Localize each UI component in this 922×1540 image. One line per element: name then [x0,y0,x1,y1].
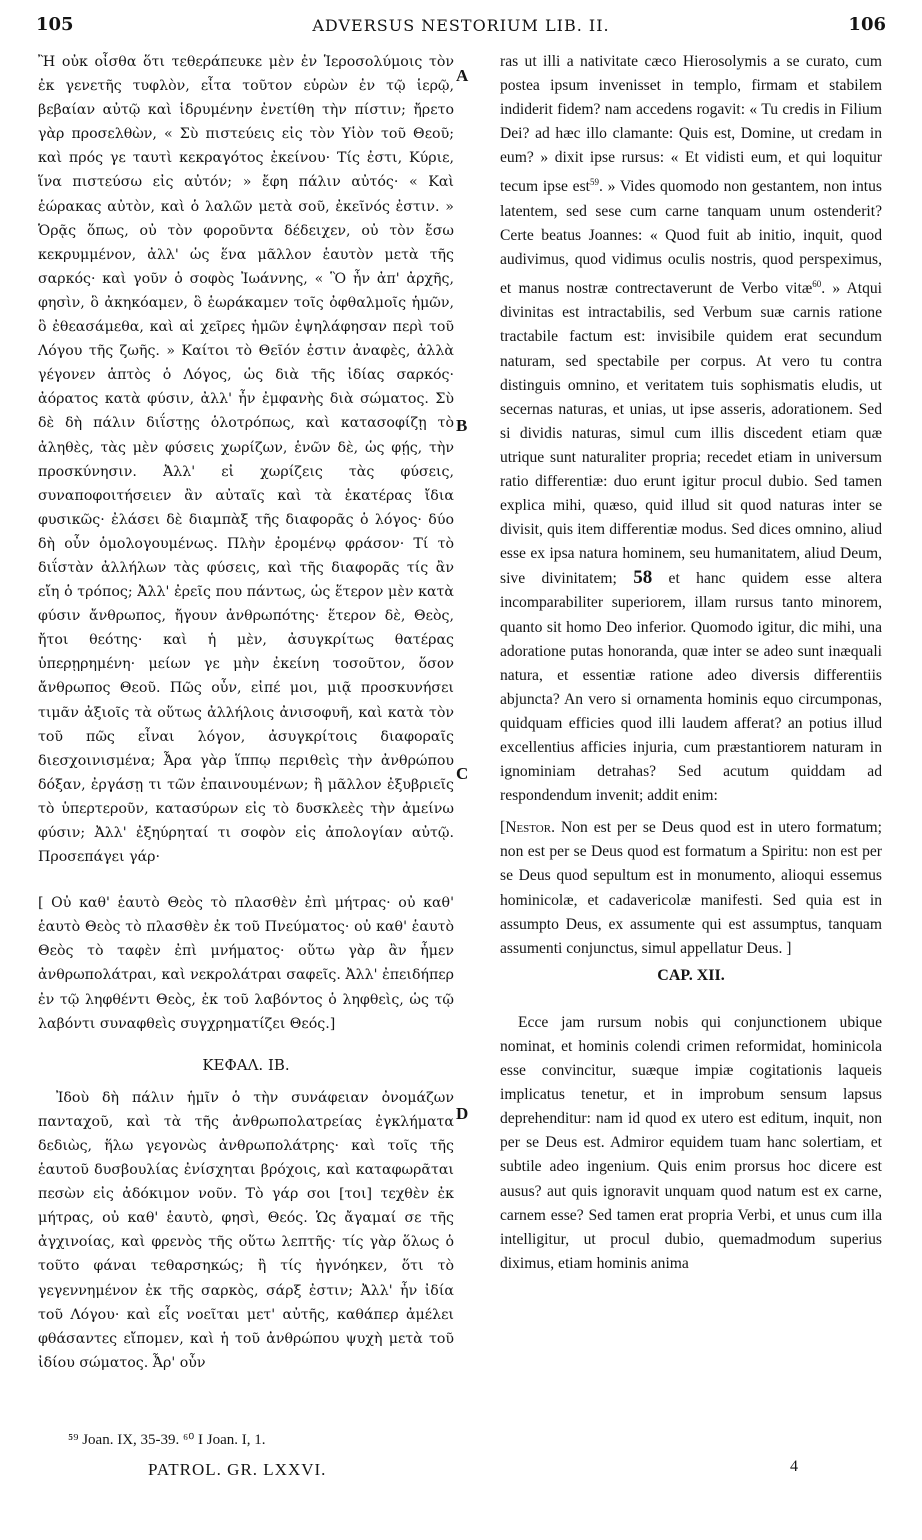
left-page-number: 105 [36,14,74,35]
latin-paragraph-1-part-c: . » Atqui divinitas est intractabilis, sed Verbum suæ carnis ratione tractabile factum est: invisibile quidem erat secundum naturam, sed spectabile per corpus. At vero tu contra distinguis omnino, et veritatem tuis sophismatis eludis, ut secernas naturas, et unias, ut ipse asseris, adorationem. Sed si dividis naturas, simul cum illis discedent etiam quæ utrique sunt naturaliter propria; recedet etiam in universum ratio differentiæ: duo erunt igitur procul dubio. Sed tamen explica mihi, quæso, quid illud sit quod naturas inter se divisit, quis item differentiæ modus. Sed dices omnino, aliud esse ex ipsa natura hominem, seu humanitatem, aliud Deum, sive divinitatem; [500,280,882,588]
latin-paragraph-2-text: Ecce jam rursum nobis qui conjunctionem ubique nominat, et hominis colendi crimen reformidat, hominicola esse convincitur, suæque impiæ cogitationis laqueis implicatus tenetur, et in improbum sensum lapsus deprehenditur: nam id quod ex utero est editum, inquit, non per se Deus est. Admiror equidem tuam hanc solertiam, et subtile adeo ingenium. Quis enim prorsus hoc dicere est ausus? aut quis ignoravit unquam quod natum est ex carne, carnem esse? Sed tamen erat propria Verbi, et unus cum illa intelligitur, ut procul dubio, quemadmodum superius diximus, etiam hominis anima [500,1013,882,1272]
quote-body: Non est per se Deus quod est in utero formatum; non est per se Deus quod est formatum a Spiritu: non est per se Deus quod sepultum est in monumento, alioqui essemus hominicolæ, et cadavericolæ manifesti. Sed quia est in assumpto Deus, ex assumente qui est assumptus, tanquam assumenti conjunctus, simul appellatur Deus. ] [500,819,882,957]
margin-marker-a: A [456,66,469,85]
greek-paragraph-2 [38,1086,454,1375]
latin-chapter-heading: CAP. XII. [657,966,725,984]
running-header [36,14,886,42]
latin-column [500,50,882,1276]
footnotes: ⁵⁹ Joan. IX, 35-39. ⁶⁰ I Joan. I, 1. [68,1432,266,1448]
margin-marker-b: B [456,416,468,435]
latin-paragraph-1 [500,50,882,808]
signature-mark: 4 [790,1458,798,1475]
latin-paragraph-1-part-b: . » Vides quomodo non gestantem, non intus latentem, sed sese cum carne tanquam unum ostenderit? Certe beatus Joannes: « Quod fuit ab initio, inquit, quod audivimus, quod vidimus oculis nostris, quod perspeximus, et manus nostræ contrectaverunt de Verbo vitæ [500,178,882,298]
quote-speaker: [Nestor. [500,819,555,837]
margin-marker-d: D [456,1104,469,1123]
greek-nestorius-quote: [ Οὐ καθ' ἑαυτὸ Θεὸς τὸ πλασθὲν ἐπὶ μήτρας· οὐ καθ' ἑαυτὸ Θεὸς τὸ πλασθὲν ἐκ τοῦ Πνεύματος· οὐ καθ' ἑαυτὸ Θεὸς τὸ ταφὲν ἐπὶ μνήματος· οὕτω γὰρ ἂν ἦμεν ἀνθρωπολάτραι, καὶ νεκρολάτραι σαφεῖς. Ἀλλ' ἐπειδήπερ ἐν τῷ ληφθέντι Θεὸς, ἐκ τοῦ λαβόντος ὁ ληφθεὶς, ὡς τῷ λαβόντι συναφθεὶς συγχρηματίζει Θεός.] [38,895,454,1032]
right-page-number: 106 [848,14,886,35]
running-title: ADVERSUS NESTORIUM LIB. II. [312,16,610,35]
greek-paragraph-1: Ἢ οὐκ οἶσθα ὅτι τεθεράπευκε μὲν ἐν Ἱεροσολύμοις τὸν ἐκ γενετῆς τυφλὸν, εἶτα τοῦτον εὑρὼν ἐν τῷ ἱερῷ, βεβαίαν αὐτῷ καὶ ἱδρυμένην ἐνετίθη τὴν πίστιν; ἤρετο γὰρ προσελθὼν, « Σὺ πιστεύεις εἰς τὸν Υἱὸν τοῦ Θεοῦ; καὶ πρός γε ταυτὶ κεκραγότος ἐκείνου· Τίς ἐστι, Κύριε, ἵνα πιστεύσω εἰς αὐτόν; » ἔφη πάλιν αὐτός· « Καὶ ἑώρακας αὐτὸν, καὶ ὁ λαλῶν μετὰ σοῦ, ἐκεῖνός ἐστιν. » Ὁρᾷς ὅπως, οὐ τὸν φοροῦντα δέδειχεν, οὐ τὸν ἔσω κεκρυμμένον, ἀλλ' ὡς ἕνα μᾶλλον ἑαυτὸν μετὰ τῆς σαρκός· καὶ γοῦν ὁ σοφὸς Ἰωάννης, « Ὃ ἦν ἀπ' ἀρχῆς, φησὶν, ὃ ἀκηκόαμεν, ὃ ἑωράκαμεν τοῖς ὀφθαλμοῖς ἡμῶν, ὃ ἐθεασάμεθα, καὶ αἱ χεῖρες ἡμῶν ἐψηλάφησαν περὶ τοῦ Λόγου τῆς ζωῆς. » Καίτοι τὸ Θεῖόν ἐστιν ἀναφὲς, ἀλλὰ γέγονεν ἁπτὸς ὁ Λόγος, ὡς διὰ τῆς ἰδίας σαρκός· ἀόρατος κατὰ φύσιν, ἀλλ' ἦν ἐμφανὴς διὰ σώματος. Σὺ δὲ δὴ πάλιν διΐστῃς ὁλοτρόπως, καὶ κατασοφίζῃ τὸ ἀληθὲς, τὰς μὲν φύσεις χωρίζων, ἑνῶν δὲ, ὡς φῄς, τὴν προσκύνησιν. Ἀλλ' εἰ χωρίζεις τὰς φύσεις, συναποφοιτήσειεν ἂν αὐταῖς καὶ τὰ ἑκατέρας ἴδια φυσικῶς· ἐλάσει δὲ διαμπὰξ τῆς διαφορᾶς ὁ λόγος· δύο δὴ οὖν ὁμολογουμένως. Πλὴν ἐρομένῳ φράσον· Τί τὸ διΐστὰν ἀλλήλων τὰς φύσεις, καὶ τῆς διαφορᾶς τίς ἂν εἴη ὁ τρόπος; Ἀλλ' ἐρεῖς που πάντως, ὡς ἕτερον μὲν κατὰ φύσιν ἄνθρωπος, ἤγουν ἀνθρωπότης· ἕτερον δὲ, Θεὸς, ἤτοι θεότης· καὶ ἡ μὲν, ἀσυγκρίτως θατέρας ὑπερῃρημένη· μείων γε μὴν ἐκείνη τοσοῦτον, ὅσον ἄνθρωπος Θεοῦ. Πῶς οὖν, εἰπέ μοι, μιᾷ προσκυνήσει τιμᾶν ἀξιοῖς τὰ οὕτως ἀλλήλοις ἀνισοφυῆ, καὶ κατὰ τὸν τοῦ πῶς εἶναι λόγον, ἀσυγκρίτοις διαφοραῖς διεσχοινισμένα; Ἆρα γὰρ ἵππῳ περιθεὶς τὴν ἀνθρώπου δόξαν, ἐργάσῃ τι τῶν ἐπαινουμένων; ἢ μᾶλλον ἐξυβριεῖς τὸ ὑπερτεροῦν, κατασύρων εἰς τὸ δυσκλεὲς τὴν ἀμείνω φύσιν; Ἀλλ' ἐξηύρηταί τι σοφὸν εἰς ἀπολογίαν αὐτῷ. Προσεπάγει γάρ· [38,54,454,866]
latin-paragraph-1-part-a: ras ut illi a nativitate cæco Hierosolymis a se curato, cum postea ipsum invenisset in templo, firmam et stabilem indiderit fidem? nam accedens rogavit: « Tu credis in Filium Dei? ad hæc illo clamante: Quis est, Domine, ut credam in eum? » dixit ipse rursus: « Et vidisti eum, et qui loquitur tecum ipse est [500,53,882,196]
greek-paragraph-2-text: Ἰδοὺ δὴ πάλιν ἡμῖν ὁ τὴν συνάφειαν ὀνομάζων πανταχοῦ, καὶ τὰ τῆς ἀνθρωπολατρείας ἐγκλήματα δεδιὼς, ἥλω γεγονὼς ἀνθρωπολάτρης· καὶ τοῖς τῆς ἑαυτοῦ δυσβουλίας ἐνίσχηται βρόχοις, καὶ καταφωρᾶται πεσὼν εἰς ἀδόκιμον νοῦν. Τὸ γάρ σοι [τοι] τεχθὲν ἐκ μήτρας, οὐ καθ' ἑαυτὸ, φησὶ, Θεός. Ὡς ἄγαμαί σε τῆς ἀγχινοίας, καὶ φρενὸς τῆς οὕτω λεπτῆς· τίς γὰρ ὅλως ὁ τοῦτο φάναι τεθαρσηκώς; ἢ τίς ἠγνόηκεν, ὅτι τὸ γεγεννημένον ἐκ τῆς σαρκὸς, σάρξ ἐστιν; Ἀλλ' ἦν ἰδία τοῦ Λόγου· καὶ εἷς νοεῖται μετ' αὐτῆς, καθάπερ ἀμέλει φθάσαντες εἴπομεν, καὶ ἡ τοῦ ἀνθρώπου ψυχὴ μετὰ τοῦ ἰδίου σώματος. Ἆρ' οὖν [38,1089,454,1371]
footnote-ref-59: 59 [589,177,599,188]
greek-chapter-heading: ΚΕΦΑΛ. ΙΒ. [202,1055,290,1074]
source-line: PATROL. GR. LXXVI. [148,1460,327,1479]
column-number-58: 58 [633,567,653,589]
latin-paragraph-2 [500,1011,882,1276]
latin-nestorius-quote [500,816,882,961]
margin-marker-c: C [456,764,469,783]
greek-column [38,50,454,1375]
footnote-ref-60: 60 [812,279,822,290]
latin-paragraph-1-part-d: et hanc quidem esse altera incomparabiliter superiorem, illam rursus tanto minorem, quanto sit homo Deo inferior. Quomodo igitur, dic mihi, una adoratione putas honoranda, quæ inter se adeo sunt inæquali natura, et essentiæ ratione adeo diversis differentiis abjuncta? An vero si ornamenta hominis equo circumponas, quidquam efficies quod illi laudem afferat? an potius illud excellentius afficies injuria, cum præstantiorem naturam in ignominiam detrahas? Sed acutum quiddam ad respondendum invenit; addit enim: [500,570,882,805]
